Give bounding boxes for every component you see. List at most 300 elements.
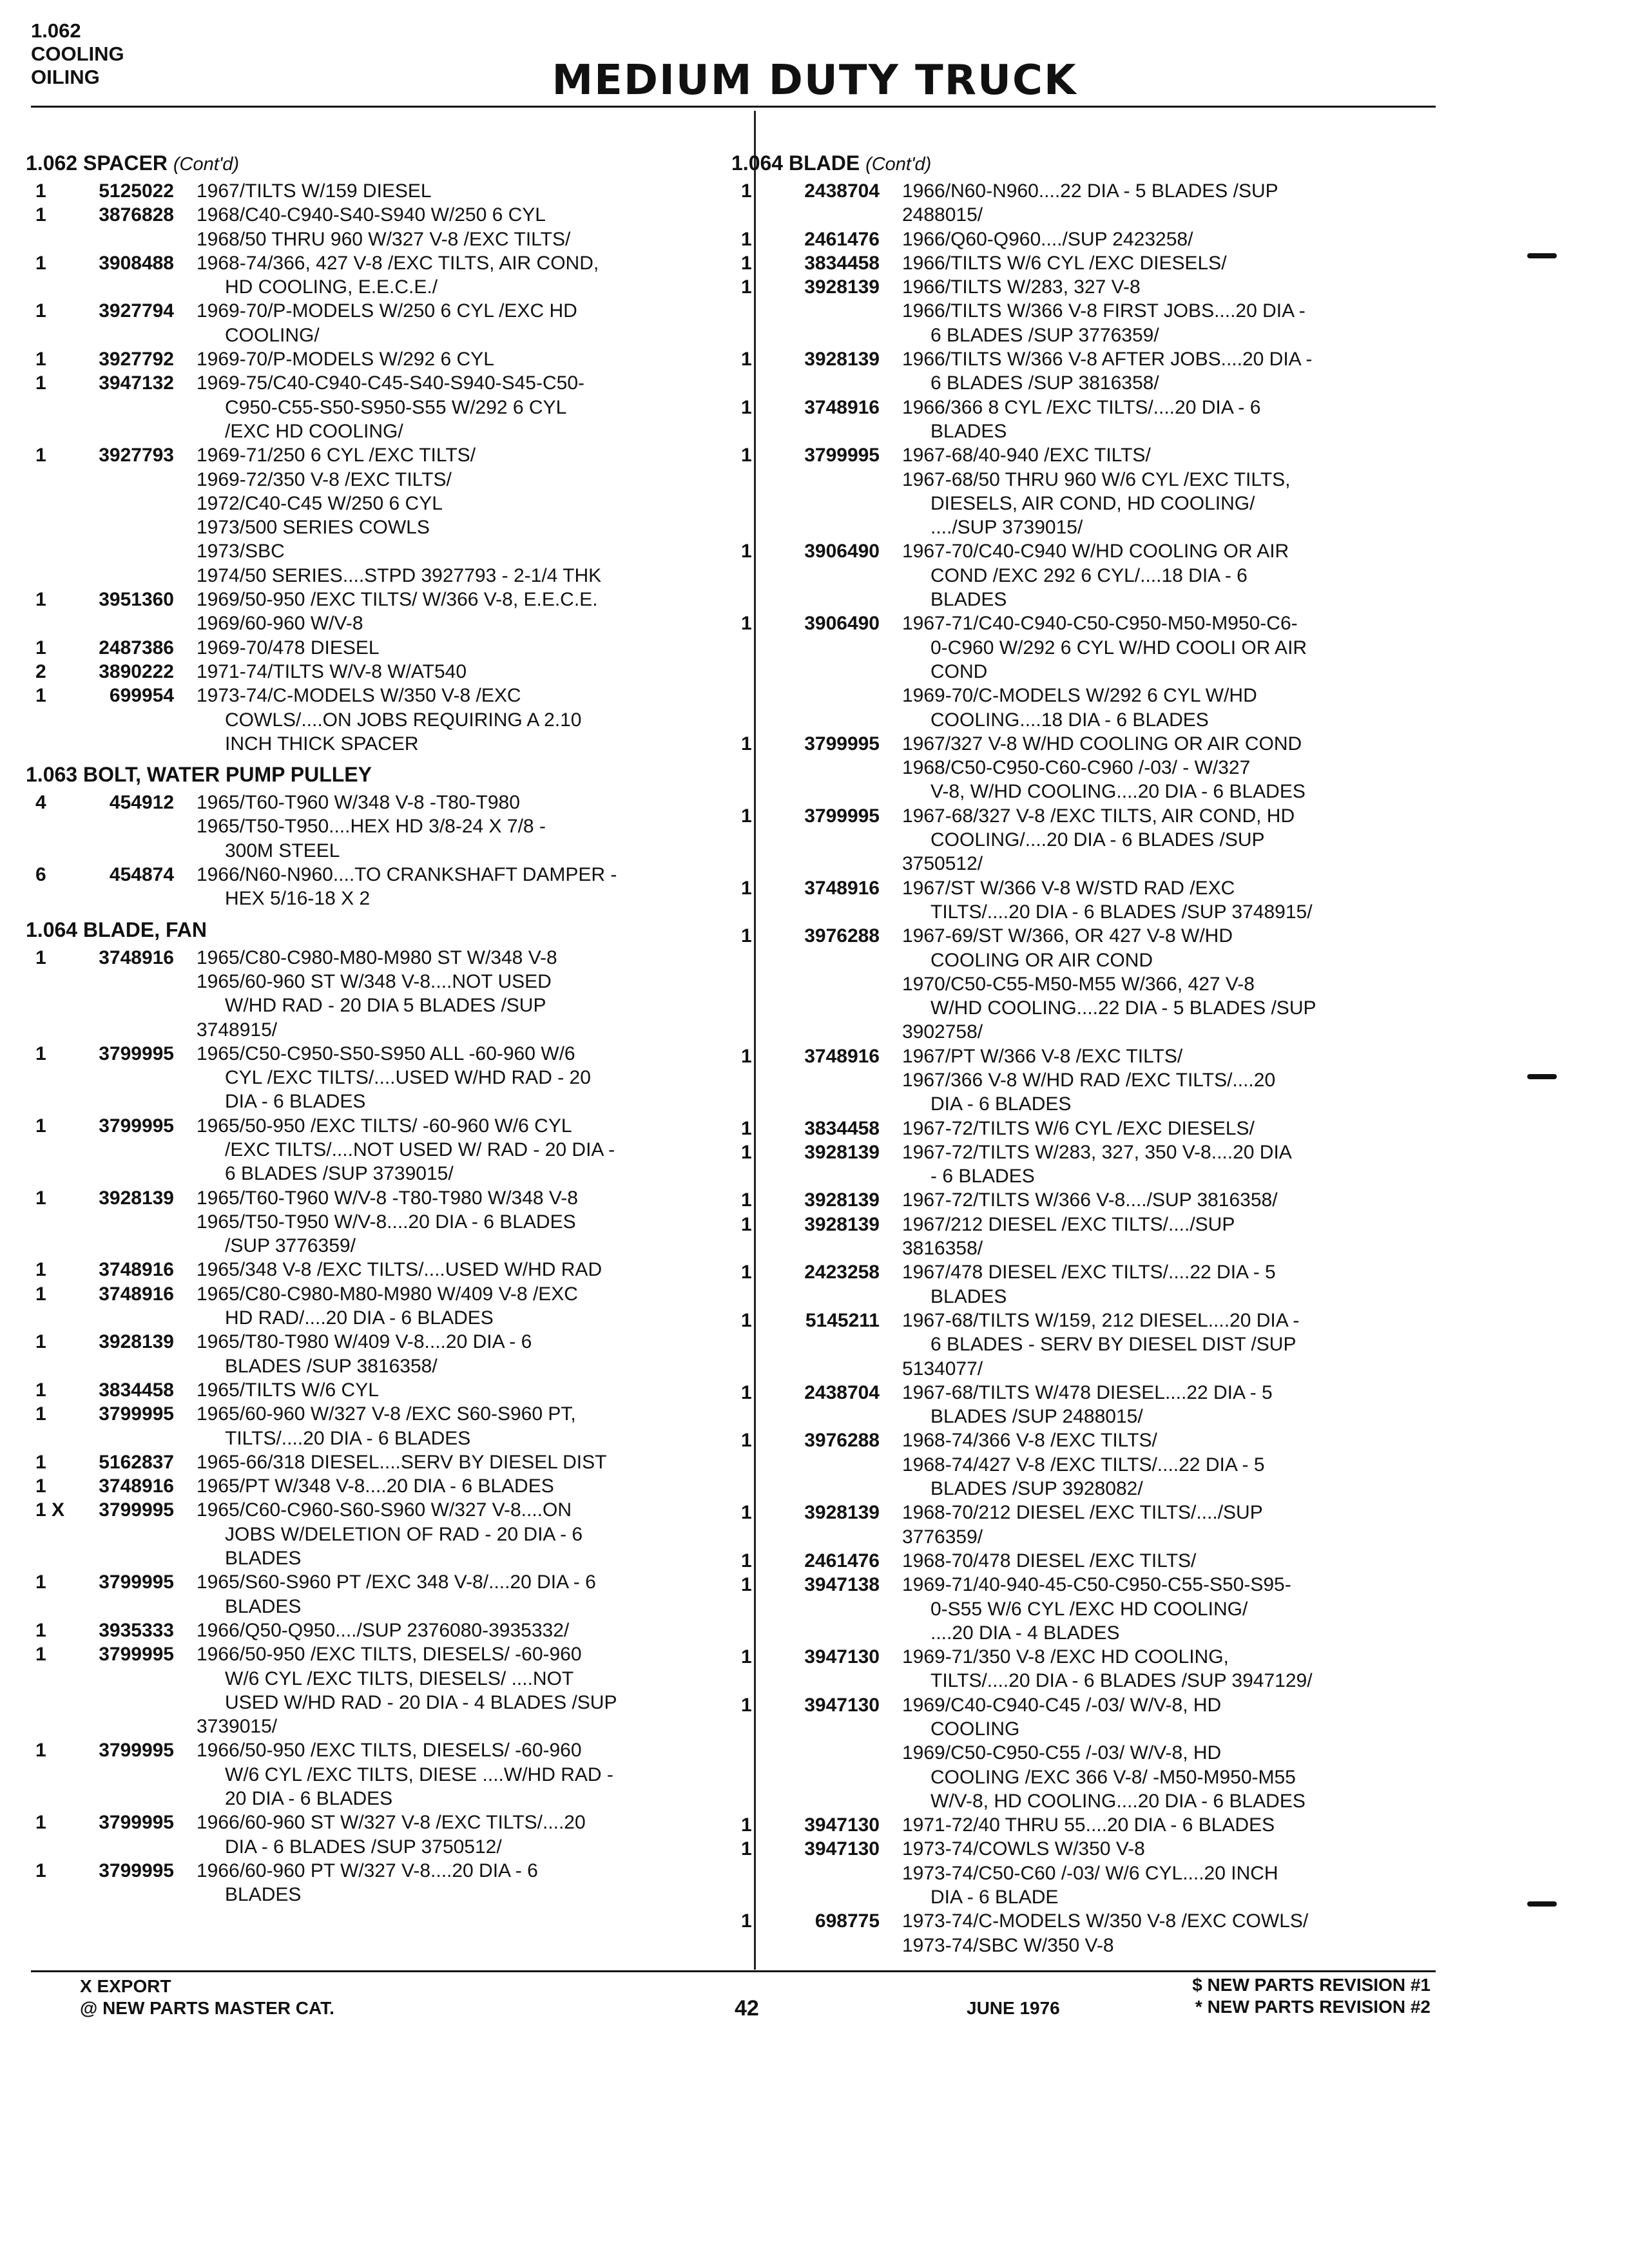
quantity: 1 (741, 180, 752, 202)
quantity: 1 (35, 1331, 46, 1353)
quantity: 1 (741, 541, 752, 562)
quantity: 1 (35, 1812, 46, 1834)
part-description (902, 1909, 1447, 1957)
part-description (197, 1642, 741, 1738)
part-number: 3947130 (804, 1838, 880, 1860)
parts-row (741, 1428, 1447, 1501)
description-line: BLADES (225, 1548, 302, 1570)
description-line: 1969/50-950 /EXC TILTS/ W/366 V-8, E.E.C.E. (197, 589, 598, 611)
part-number: 3906490 (804, 541, 880, 562)
description-line: 1971-74/TILTS W/V-8 W/AT540 (197, 660, 467, 682)
parts-row (35, 347, 741, 371)
parts-row (741, 1260, 1447, 1309)
parts-row (741, 1213, 1447, 1261)
description-line: 1969/60-960 W/V-8 (197, 613, 363, 635)
part-description (902, 1260, 1447, 1309)
quantity: 1 (35, 1860, 46, 1881)
description-line: 0-C960 W/292 6 CYL W/HD COOLI OR AIR (930, 637, 1307, 658)
description-line: COOLING (930, 1718, 1020, 1740)
part-description (197, 1114, 741, 1186)
parts-row (35, 251, 741, 300)
part-description (902, 251, 1447, 275)
description-line: TILTS/....20 DIA - 6 BLADES (225, 1427, 471, 1449)
section-heading (731, 149, 1447, 179)
section-category: OILING (31, 66, 100, 88)
description-line: 1967-70/C40-C940 W/HD COOLING OR AIR (902, 541, 1289, 562)
parts-row (741, 1813, 1447, 1837)
description-line: 2488015/ (902, 204, 983, 226)
description-line: 1965/S60-S960 PT /EXC 348 V-8/....20 DIA - 6 (197, 1571, 596, 1593)
parts-row (35, 946, 741, 1042)
parts-row (35, 1378, 741, 1402)
quantity: 1 (741, 1910, 752, 1932)
footer-legend-revision-1: $ NEW PARTS REVISION #1 (1192, 1975, 1431, 1995)
parts-section (26, 916, 741, 1907)
description-line: BLADES /SUP 2488015/ (930, 1406, 1143, 1428)
description-line: TILTS/....20 DIA - 6 BLADES /SUP 3748915/ (930, 901, 1313, 923)
quantity: 1 (35, 1644, 46, 1666)
part-description (197, 1738, 741, 1811)
quantity: 1 (35, 1283, 46, 1305)
description-line: 1968/C50-C950-C60-C960 /-03/ - W/327 (902, 757, 1251, 779)
parts-row (741, 1309, 1447, 1381)
parts-row (35, 299, 741, 347)
parts-row (35, 1811, 741, 1859)
description-line: 1971-72/40 THRU 55....20 DIA - 6 BLADES (902, 1814, 1275, 1836)
publication-date: JUNE 1976 (967, 1998, 1060, 2018)
part-description (902, 347, 1447, 396)
description-line: 1969-71/40-940-45-C50-C950-C55-S50-S95- (902, 1574, 1291, 1596)
part-number: 3748916 (804, 877, 880, 899)
description-line: BLADES /SUP 3928082/ (930, 1478, 1143, 1500)
parts-section (26, 761, 741, 910)
part-number: 3951360 (99, 589, 174, 611)
description-line: 1969-71/350 V-8 /EXC HD COOLING, (902, 1646, 1229, 1668)
part-description (902, 1645, 1447, 1693)
footer-rule (31, 1970, 1436, 1972)
part-description (197, 1498, 741, 1570)
part-description (902, 1837, 1447, 1909)
parts-row (35, 1570, 741, 1619)
part-number: 3799995 (804, 445, 880, 466)
parts-section (26, 149, 741, 756)
parts-row (35, 660, 741, 684)
part-number: 3976288 (804, 925, 880, 947)
part-number: 3928139 (804, 1189, 880, 1211)
description-line: 1965/348 V-8 /EXC TILTS/....USED W/HD RAD (197, 1259, 602, 1281)
description-line: COND /EXC 292 6 CYL/....18 DIA - 6 (930, 564, 1248, 586)
quantity: 1 (35, 445, 46, 466)
description-line: HD RAD/....20 DIA - 6 BLADES (225, 1307, 494, 1329)
parts-row (35, 179, 741, 203)
part-number: 3928139 (804, 276, 880, 298)
description-line: 1967-68/40-940 /EXC TILTS/ (902, 445, 1151, 466)
description-line: BLADES (930, 589, 1007, 611)
description-line: COOLING /EXC 366 V-8/ -M50-M950-M55 (930, 1766, 1296, 1788)
parts-row (741, 1117, 1447, 1140)
part-number: 5125022 (99, 180, 174, 202)
parts-row (741, 179, 1447, 227)
parts-row (741, 1573, 1447, 1645)
description-line: 6 BLADES /SUP 3776359/ (930, 324, 1159, 346)
description-line: /EXC TILTS/....NOT USED W/ RAD - 20 DIA - (225, 1139, 615, 1160)
part-number: 2423258 (804, 1262, 880, 1283)
quantity: 1 (741, 228, 752, 250)
part-number: 3876828 (99, 204, 174, 226)
description-line: 1965-66/318 DIESEL....SERV BY DIESEL DIST (197, 1451, 607, 1473)
description-line: 1969-72/350 V-8 /EXC TILTS/ (197, 468, 452, 490)
parts-row (35, 1258, 741, 1282)
part-number: 2438704 (804, 1381, 880, 1403)
description-line: 1967/TILTS W/159 DIESEL (197, 180, 432, 202)
description-line: 1965/TILTS W/6 CYL (197, 1379, 379, 1401)
quantity: 1 (35, 1619, 46, 1641)
part-number: 3799995 (804, 805, 880, 827)
part-description (902, 1140, 1447, 1189)
parts-row (35, 684, 741, 756)
quantity: 1 (741, 613, 752, 635)
parts-row (35, 1474, 741, 1498)
quantity: 1 (35, 1740, 46, 1762)
part-description (197, 1378, 741, 1402)
part-number: 3799995 (804, 733, 880, 754)
quantity: 1 (741, 1814, 752, 1836)
part-description (902, 1573, 1447, 1645)
description-line: 6 BLADES /SUP 3739015/ (225, 1163, 454, 1185)
part-description (902, 1813, 1447, 1837)
part-description (197, 1042, 741, 1114)
description-line: INCH THICK SPACER (225, 733, 419, 754)
description-line: 1965/60-960 ST W/348 V-8....NOT USED (197, 970, 552, 992)
quantity: 1 (35, 1475, 46, 1497)
parts-row (35, 371, 741, 443)
description-line: 1966/TILTS W/6 CYL /EXC DIESELS/ (902, 252, 1227, 274)
description-line: 1969-70/C-MODELS W/292 6 CYL W/HD (902, 685, 1257, 707)
description-line: W/6 CYL /EXC TILTS, DIESELS/ ....NOT (225, 1667, 574, 1689)
parts-row (35, 1186, 741, 1258)
parts-row (35, 1330, 741, 1378)
part-number: 3890222 (99, 660, 174, 682)
quantity: 1 (35, 637, 46, 658)
part-description (902, 179, 1447, 227)
parts-row (741, 539, 1447, 611)
description-line: 20 DIA - 6 BLADES (225, 1788, 393, 1809)
part-number: 3748916 (99, 947, 174, 968)
description-line: 5134077/ (902, 1358, 983, 1379)
parts-row (35, 863, 741, 911)
description-line: 1965/C60-C960-S60-S960 W/327 V-8....ON (197, 1499, 572, 1521)
quantity: 1 (741, 276, 752, 298)
page-title: MEDIUM DUTY TRUCK (552, 57, 1077, 104)
part-description (902, 396, 1447, 444)
part-description (197, 251, 741, 300)
part-description (902, 443, 1447, 539)
parts-row (741, 1693, 1447, 1813)
section-heading (26, 916, 741, 946)
parts-row (35, 1642, 741, 1738)
part-number: 2461476 (804, 1550, 880, 1571)
description-line: 1965/T50-T950....HEX HD 3/8-24 X 7/8 - (197, 816, 546, 838)
section-heading-text: 1.062 SPACER (26, 151, 168, 175)
part-number: 3748916 (99, 1283, 174, 1305)
part-description (902, 1693, 1447, 1813)
part-description (902, 732, 1447, 804)
quantity: 1 (35, 300, 46, 322)
part-description (902, 1188, 1447, 1212)
part-description (197, 1330, 741, 1378)
description-line: /SUP 3776359/ (225, 1235, 356, 1257)
quantity: 1 (741, 1045, 752, 1067)
description-line: 1969-71/250 6 CYL /EXC TILTS/ (197, 445, 476, 466)
part-description (902, 227, 1447, 251)
part-description (197, 443, 741, 588)
description-line: 1965/T80-T980 W/409 V-8....20 DIA - 6 (197, 1331, 532, 1353)
part-number: 3834458 (804, 252, 880, 274)
description-line: 1966/TILTS W/283, 327 V-8 (902, 276, 1141, 298)
part-description (197, 347, 741, 371)
description-line: COND (930, 660, 988, 682)
parts-row (741, 347, 1447, 396)
section-heading (26, 149, 741, 179)
part-description (197, 1186, 741, 1258)
part-description (197, 588, 741, 636)
description-line: 1973-74/C-MODELS W/350 V-8 /EXC COWLS/ (902, 1910, 1309, 1932)
description-line: ....20 DIA - 4 BLADES (930, 1622, 1120, 1644)
quantity: 1 (741, 1574, 752, 1596)
description-line: BLADES /SUP 3816358/ (225, 1355, 438, 1377)
description-line: 1966/Q50-Q950..../SUP 2376080-3935332/ (197, 1619, 570, 1641)
part-description (902, 1044, 1447, 1117)
part-description (197, 179, 741, 203)
part-number: 3748916 (99, 1475, 174, 1497)
parts-row (741, 1501, 1447, 1549)
part-description (902, 876, 1447, 925)
parts-section (731, 149, 1447, 1957)
description-line: 1969-70/P-MODELS W/292 6 CYL (197, 349, 494, 370)
parts-row (35, 1498, 741, 1570)
description-line: COWLS/....ON JOBS REQUIRING A 2.10 (225, 709, 582, 731)
description-line: 1967-72/TILTS W/6 CYL /EXC DIESELS/ (902, 1117, 1255, 1139)
description-line: 6 BLADES - SERV BY DIESEL DIST /SUP (930, 1334, 1296, 1356)
parts-row (35, 791, 741, 863)
quantity: 1 (741, 1646, 752, 1668)
part-description (902, 924, 1447, 1044)
description-line: CYL /EXC TILTS/....USED W/HD RAD - 20 (225, 1067, 591, 1089)
description-line: 1973/500 SERIES COWLS (197, 517, 430, 539)
description-line: 1968-70/212 DIESEL /EXC TILTS/..../SUP (902, 1502, 1263, 1524)
description-line: W/HD COOLING....22 DIA - 5 BLADES /SUP (930, 997, 1316, 1019)
description-line: 1969/C40-C940-C45 /-03/ W/V-8, HD (902, 1694, 1222, 1716)
description-line: 1965/PT W/348 V-8....20 DIA - 6 BLADES (197, 1475, 554, 1497)
parts-row (35, 1738, 741, 1811)
description-line: 3750512/ (902, 853, 983, 875)
part-description (197, 1570, 741, 1619)
part-description (902, 1213, 1447, 1261)
description-line: W/V-8, HD COOLING....20 DIA - 6 BLADES (930, 1790, 1306, 1812)
description-line: 1966/50-950 /EXC TILTS, DIESELS/ -60-960 (197, 1644, 582, 1666)
quantity: 1 (741, 1502, 752, 1524)
quantity: 1 (35, 349, 46, 370)
description-line: 1967-68/327 V-8 /EXC TILTS, AIR COND, HD (902, 805, 1295, 827)
part-description (902, 1381, 1447, 1429)
description-line: 3748915/ (197, 1019, 278, 1041)
description-line: 1969/C50-C950-C55 /-03/ W/V-8, HD (902, 1742, 1222, 1764)
part-number: 698775 (815, 1910, 880, 1932)
description-line: DIA - 6 BLADES (225, 1091, 366, 1113)
part-number: 3927794 (99, 300, 174, 322)
quantity: 1 (741, 1550, 752, 1571)
quantity: 1 (741, 1694, 752, 1716)
quantity: 1 (741, 1381, 752, 1403)
quantity: 1 (35, 1403, 46, 1425)
revision-mark (1527, 1074, 1557, 1079)
description-line: 1965/C80-C980-M80-M980 W/409 V-8 /EXC (197, 1283, 578, 1305)
part-description (902, 1428, 1447, 1501)
description-line: 6 BLADES /SUP 3816358/ (930, 372, 1159, 394)
parts-row (35, 203, 741, 251)
parts-row (741, 443, 1447, 539)
quantity: 1 (35, 589, 46, 611)
description-line: 1965/C50-C950-S50-S950 ALL -60-960 W/6 (197, 1043, 575, 1064)
part-description (197, 1619, 741, 1642)
part-number: 3748916 (99, 1259, 174, 1281)
part-number: 5162837 (99, 1451, 174, 1473)
part-description (902, 1501, 1447, 1549)
part-description (197, 660, 741, 684)
description-line: 1967-72/TILTS W/283, 327, 350 V-8....20 DIA (902, 1141, 1292, 1163)
description-line: 1965/C80-C980-M80-M980 ST W/348 V-8 (197, 947, 557, 968)
quantity: 1 (35, 1187, 46, 1209)
quantity: 1 (741, 1262, 752, 1283)
part-description (197, 1811, 741, 1859)
description-line: 3902758/ (902, 1021, 983, 1043)
description-line: 1967-72/TILTS W/366 V-8..../SUP 3816358/ (902, 1189, 1278, 1211)
quantity: 1 (741, 445, 752, 466)
part-description (902, 275, 1447, 347)
parts-row (741, 396, 1447, 444)
description-line: 1966/366 8 CYL /EXC TILTS/....20 DIA - 6 (902, 396, 1261, 418)
part-number: 3947132 (99, 372, 174, 394)
parts-row (35, 588, 741, 636)
description-line: DIESELS, AIR COND, HD COOLING/ (930, 492, 1255, 514)
parts-row (741, 1044, 1447, 1117)
description-line: 1967-71/C40-C940-C50-C950-M50-M950-C6- (902, 613, 1298, 635)
part-number: 699954 (109, 685, 174, 707)
section-number: 1.062 (31, 19, 81, 42)
description-line: 1967-69/ST W/366, OR 427 V-8 W/HD (902, 925, 1233, 947)
part-number: 3947130 (804, 1646, 880, 1668)
description-line: 1966/50-950 /EXC TILTS, DIESELS/ -60-960 (197, 1740, 582, 1762)
quantity: 4 (35, 792, 46, 814)
part-number: 2461476 (804, 228, 880, 250)
quantity: 1 (35, 204, 46, 226)
description-line: HEX 5/16-18 X 2 (225, 888, 371, 910)
description-line: 1967-68/TILTS W/478 DIESEL....22 DIA - 5 (902, 1381, 1273, 1403)
quantity: 1 (35, 372, 46, 394)
part-number: 3947130 (804, 1814, 880, 1836)
part-number: 3834458 (99, 1379, 174, 1401)
quantity: 1 (741, 349, 752, 370)
description-line: 1974/50 SERIES....STPD 3927793 - 2-1/4 THK (197, 564, 602, 586)
description-line: 300M STEEL (225, 840, 340, 861)
description-line: V-8, W/HD COOLING....20 DIA - 6 BLADES (930, 781, 1306, 803)
column-divider (754, 111, 756, 1970)
description-line: JOBS W/DELETION OF RAD - 20 DIA - 6 (225, 1523, 583, 1545)
section-heading-note: (Cont'd) (173, 154, 240, 175)
description-line: DIA - 6 BLADES (930, 1093, 1072, 1115)
part-description (197, 1859, 741, 1907)
part-number: 454874 (109, 864, 174, 886)
description-line: 1968-74/366 V-8 /EXC TILTS/ (902, 1430, 1157, 1452)
part-number: 3928139 (804, 1502, 880, 1524)
quantity: 1 (741, 252, 752, 274)
description-line: 1965/T50-T950 W/V-8....20 DIA - 6 BLADES (197, 1211, 576, 1233)
quantity: 1 (741, 925, 752, 947)
section-heading-text: 1.063 BOLT, WATER PUMP PULLEY (26, 763, 372, 787)
left-column (26, 149, 741, 1907)
description-line: ..../SUP 3739015/ (930, 517, 1083, 539)
description-line: 1967/ST W/366 V-8 W/STD RAD /EXC (902, 877, 1235, 899)
description-line: 1967-68/TILTS W/159, 212 DIESEL....20 DIA - (902, 1309, 1300, 1331)
description-line: 1969-70/P-MODELS W/250 6 CYL /EXC HD (197, 300, 577, 322)
description-line: 1966/60-960 PT W/327 V-8....20 DIA - 6 (197, 1860, 538, 1881)
description-line: 1969-70/478 DIESEL (197, 637, 380, 658)
description-line: 3816358/ (902, 1238, 983, 1260)
description-line: 1968-70/478 DIESEL /EXC TILTS/ (902, 1550, 1197, 1571)
description-line: USED W/HD RAD - 20 DIA - 4 BLADES /SUP (225, 1691, 617, 1713)
part-description (197, 791, 741, 863)
quantity: 1 (741, 877, 752, 899)
part-number: 3908488 (99, 252, 174, 274)
part-number: 3928139 (804, 1213, 880, 1235)
quantity: 1 (741, 733, 752, 754)
part-number: 3976288 (804, 1430, 880, 1452)
section-heading (26, 761, 741, 791)
part-number: 3799995 (99, 1860, 174, 1881)
parts-row (741, 611, 1447, 731)
description-line: 1968-74/366, 427 V-8 /EXC TILTS, AIR COND, (197, 252, 599, 274)
part-number: 3799995 (99, 1043, 174, 1064)
part-description (197, 636, 741, 660)
right-column (731, 149, 1447, 1957)
quantity: 1 (35, 685, 46, 707)
part-number: 3799995 (99, 1571, 174, 1593)
description-line: 1973-74/COWLS W/350 V-8 (902, 1838, 1145, 1860)
part-number: 3748916 (804, 396, 880, 418)
section-heading-text: 1.064 BLADE, FAN (26, 918, 207, 941)
part-description (197, 203, 741, 251)
footer-legend-revision-2: * NEW PARTS REVISION #2 (1195, 1997, 1431, 2017)
description-line: 1967/366 V-8 W/HD RAD /EXC TILTS/....20 (902, 1069, 1276, 1091)
parts-row (35, 1450, 741, 1474)
description-line: COOLING/....20 DIA - 6 BLADES /SUP (930, 829, 1265, 851)
parts-row (35, 1859, 741, 1907)
quantity: 1 (35, 1571, 46, 1593)
part-number: 3947130 (804, 1694, 880, 1716)
parts-row (741, 1381, 1447, 1429)
part-number: 3748916 (804, 1045, 880, 1067)
parts-row (35, 1402, 741, 1450)
quantity: 2 (35, 660, 46, 682)
part-number: 3928139 (804, 349, 880, 370)
part-description (197, 1450, 741, 1474)
part-description (197, 684, 741, 756)
parts-row (741, 275, 1447, 347)
parts-row (35, 1282, 741, 1331)
footer-legend-export: X EXPORT (80, 1976, 171, 1996)
description-line: BLADES (225, 1595, 302, 1617)
description-line: W/6 CYL /EXC TILTS, DIESE ....W/HD RAD - (225, 1763, 613, 1785)
